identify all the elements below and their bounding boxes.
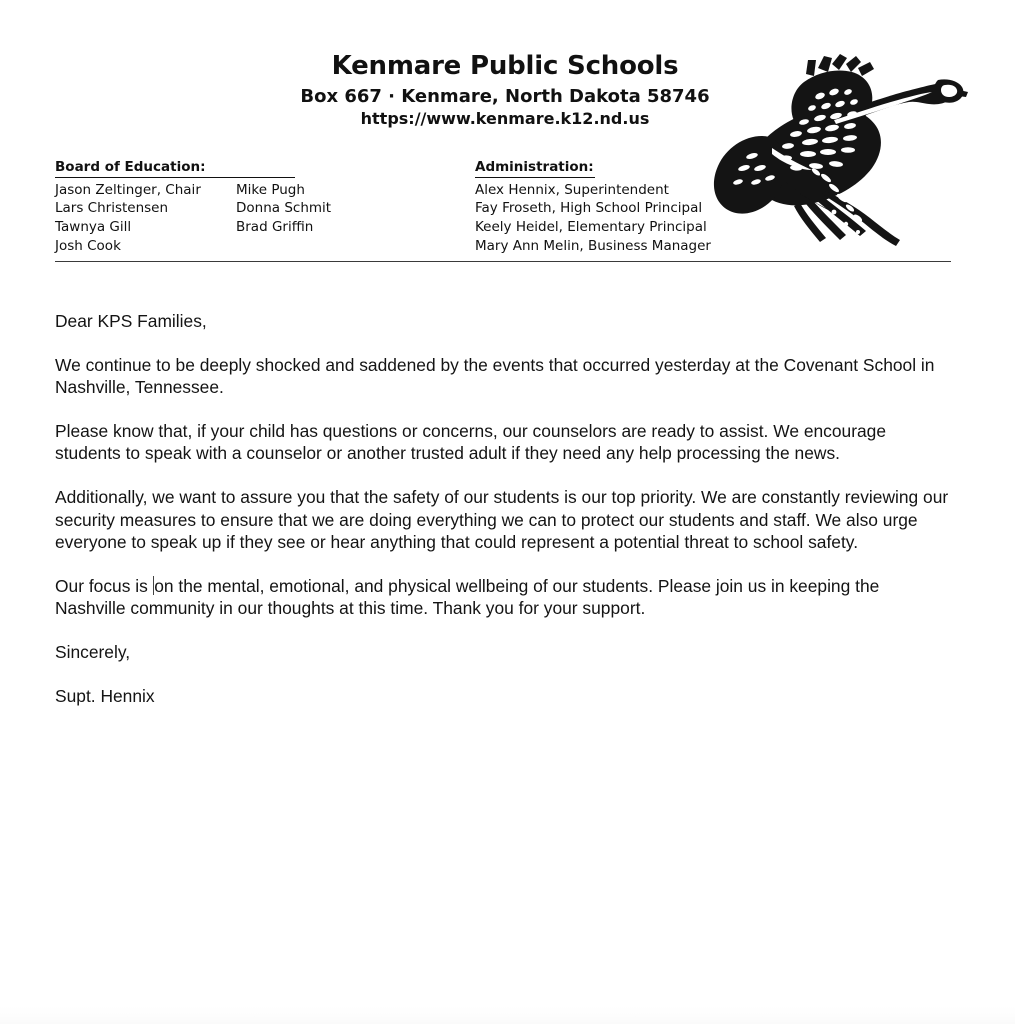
paragraph-4-text-after-caret: on the mental, emotional, and physical wellbeing of our students. Please join us in keeping the Nashville community in our thoughts at this time. Thank you for your support. — [55, 575, 880, 619]
board-member-name: Josh Cook — [55, 237, 121, 254]
administration-member: Mary Ann Melin, Business Manager — [475, 237, 711, 254]
board-member-rows — [55, 181, 331, 255]
letter-signature: Supt. Hennix — [55, 685, 155, 706]
letter-paragraph-4 — [55, 575, 950, 620]
board-of-education-heading: Board of Education: — [55, 159, 295, 178]
board-member-name: Brad Griffin — [236, 219, 314, 236]
board-member-name: Lars Christensen — [55, 200, 169, 217]
school-address: Box 667 · Kenmare, North Dakota 58746 — [300, 86, 710, 107]
board-member-name: Donna Schmit — [236, 200, 332, 217]
letter-body[interactable] — [55, 310, 950, 707]
letter-closing: Sincerely, — [55, 641, 131, 662]
flying-goose-icon — [700, 52, 968, 247]
board-member-name: Jason Zeltinger, Chair — [55, 181, 201, 198]
school-website-url[interactable]: https://www.kenmare.k12.nd.us — [360, 109, 650, 128]
board-member-name: Tawnya Gill — [55, 219, 132, 236]
board-member-name: Mike Pugh — [236, 181, 305, 198]
administration-member: Alex Hennix, Superintendent — [475, 181, 669, 198]
page-bottom-edge — [0, 1006, 1015, 1024]
letter-paragraph-2: Please know that, if your child has questions or concerns, our counselors are ready to assist. We encourage students to speak with a counselor or another trusted adult if they need any help processing the news. — [55, 420, 887, 464]
administration-rows — [475, 181, 711, 255]
administration-heading: Administration: — [475, 159, 595, 178]
letterhead-divider — [55, 261, 951, 262]
board-member-row — [55, 181, 331, 200]
administration-member: Fay Froseth, High School Principal — [475, 200, 703, 217]
board-member-row — [55, 199, 331, 218]
letter-salutation: Dear KPS Families, — [55, 311, 207, 331]
letter-paragraph-3: Additionally, we want to assure you that the safety of our students is our top priority. We are constantly reviewing our security measures to ensure that we are doing everything we can to protect our students and staff. We also urge everyone to speak up if they see or hear anything that could represent a potential threat to school safety. — [55, 486, 949, 553]
board-of-education-column — [55, 156, 331, 255]
letter-paragraph-1: We continue to be deeply shocked and saddened by the events that occurred yesterday at the Covenant School in Nashville, Tennessee. — [55, 354, 935, 398]
board-member-row — [55, 218, 331, 237]
school-name-title: Kenmare Public Schools — [331, 51, 679, 81]
paragraph-4-text-before-caret: Our focus is — [55, 575, 153, 596]
administration-member: Keely Heidel, Elementary Principal — [475, 219, 707, 236]
administration-column — [475, 156, 711, 255]
